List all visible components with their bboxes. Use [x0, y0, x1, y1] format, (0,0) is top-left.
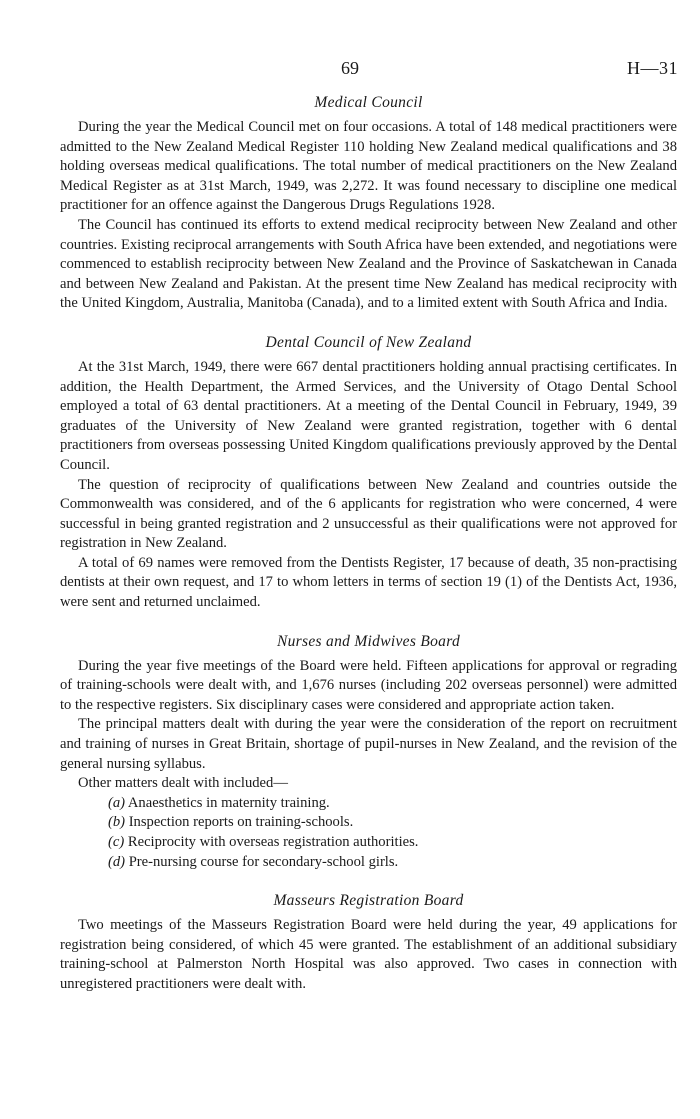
section-title: Dental Council of New Zealand	[265, 333, 472, 351]
list-item-text: Inspection reports on training-schools.	[128, 814, 354, 831]
paragraph: Other matters dealt with included—	[78, 775, 288, 792]
section-nurses-midwives-board	[60, 633, 677, 873]
page-content	[60, 94, 677, 1015]
list-item-text: Anaesthetics in maternity training.	[127, 794, 330, 811]
list-marker: (b)	[108, 814, 126, 831]
list-item-text: Reciprocity with overseas registration authorities.	[127, 834, 419, 850]
section-title: Masseurs Registration Board	[273, 892, 464, 910]
list-marker: (c)	[108, 834, 125, 850]
list-item-text: Pre-nursing course for secondary-school girls.	[128, 853, 399, 870]
paragraph: At the 31st March, 1949, there were 667 dental practitioners holding annual practising certificates. In addition, the Health Department, the Armed Services, and the University of Otago Dental School employed a total of 63 dental practitioners. At a meeting of the Dental Council in February, 1949, 39 graduates of the University of New Zealand were granted registration, together with 6 dental practitioners from overseas possessing United Kingdom qualifications previously approved by the Dental Council.	[60, 358, 677, 473]
list-item	[108, 833, 677, 853]
paragraph: During the year five meetings of the Board were held. Fifteen applications for approval or regrading of training-schools were dealt with, and 1,676 nurses (including 202 overseas personnel) were admitted to the respective registers. Six disciplinary cases were considered and appropriate action taken.	[60, 657, 677, 713]
page-number: 69	[341, 58, 359, 78]
section-medical-council	[60, 94, 677, 314]
list-item	[108, 813, 677, 833]
matters-list	[108, 794, 677, 872]
list-marker: (d)	[108, 853, 126, 870]
list-marker: (a)	[108, 794, 126, 811]
section-dental-council	[60, 334, 677, 613]
paragraph: The Council has continued its efforts to extend medical reciprocity between New Zealand and other countries. Existing reciprocal arrangements with South Africa have been extended, and negotiations were commenced to establish reciprocity between New Zealand and the Province of Saskatchewan in Canada and between New Zealand and Pakistan. At the present time New Zealand has medical reciprocity with the United Kingdom, Australia, Manitoba (Canada), and to a limited extent with South Africa and India.	[60, 216, 677, 312]
paragraph: A total of 69 names were removed from the Dentists Register, 17 because of death, 35 non-practising dentists at their own request, and 17 to whom letters in terms of section 19 (1) of the Dentists Act, 1936, were sent and returned unclaimed.	[60, 554, 677, 611]
paragraph: Two meetings of the Masseurs Registration Board were held during the year, 49 applications for registration being considered, of which 45 were granted. The establishment of an additional subsidiary training-school at Palmerston North Hospital was also approved. Two cases in connection with unregistered practitioners were dealt with.	[60, 917, 677, 992]
document-reference: H—31	[627, 58, 678, 78]
list-item	[108, 853, 677, 873]
paragraph: The question of reciprocity of qualifications between New Zealand and countries outside the Commonwealth was considered, and of the 6 applicants for registration who were concerned, 4 were successful in being granted registration and 2 unsuccessful as their qualifications were not approved for registration in New Zealand.	[60, 476, 677, 552]
section-title: Nurses and Midwives Board	[276, 632, 461, 650]
list-item	[108, 794, 677, 814]
section-title: Medical Council	[314, 94, 423, 111]
paragraph: The principal matters dealt with during the year were the consideration of the report on recruitment and training of nurses in Great Britain, shortage of pupil-nurses in New Zealand, and the revision of the general nursing syllabus.	[60, 716, 677, 772]
section-masseurs-registration-board	[60, 892, 677, 994]
paragraph: During the year the Medical Council met on four occasions. A total of 148 medical practitioners were admitted to the New Zealand Medical Register 110 holding New Zealand medical qualifications and 38 holding overseas medical qualifications. The total number of medical practitioners on the New Zealand Medical Register as at 31st March, 1949, was 2,272. It was found necessary to discipline one medical practitioner for an offence against the Dangerous Drugs Regulations 1928.	[60, 119, 677, 214]
